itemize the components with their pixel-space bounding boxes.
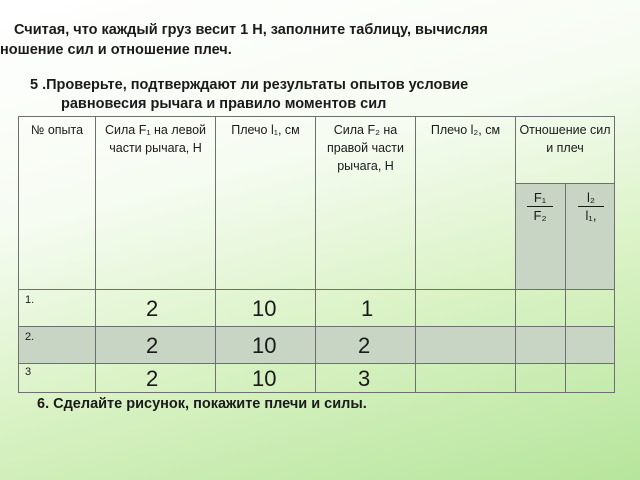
- arm-ratio-numerator: l₂: [587, 190, 595, 205]
- header-arm-left: Плечо l₁, см: [215, 116, 316, 290]
- row3-force-left: 2: [95, 363, 216, 393]
- row3-number: 3: [18, 363, 96, 393]
- task6-line: 6. Сделайте рисунок, покажите плечи и силы.: [37, 396, 367, 412]
- row2-force-left: 2: [95, 326, 216, 364]
- row3-force-ratio: [515, 363, 566, 393]
- header-arm-right: Плечо l₂, см: [415, 116, 516, 290]
- row1-force-left: 2: [95, 289, 216, 327]
- task5-line-1: 5 .Проверьте, подтверждают ли результаты опытов условие: [30, 77, 469, 93]
- header-number: № опыта: [18, 116, 96, 290]
- intro-line-1: Считая, что каждый груз весит 1 Н, заполните таблицу, вычисляя: [14, 22, 488, 38]
- row1-force-right: 1: [315, 289, 416, 327]
- header-ratio: Отношение сил и плеч: [515, 116, 615, 184]
- header-arm-ratio: [565, 183, 615, 290]
- header-force-left: Сила F₁ на левой части рычага, Н: [95, 116, 216, 290]
- row2-number: 2.: [18, 326, 96, 364]
- header-force-ratio: [515, 183, 566, 290]
- row3-arm-left: 10: [215, 363, 316, 393]
- row1-arm-right: [415, 289, 516, 327]
- row1-arm-left: 10: [215, 289, 316, 327]
- row3-force-right: 3: [315, 363, 416, 393]
- row1-number: 1.: [18, 289, 96, 327]
- intro-line-2: ношение сил и отношение плеч.: [0, 42, 232, 58]
- force-ratio-denominator: F₂: [533, 208, 547, 223]
- force-ratio-numerator: F₁: [533, 190, 547, 205]
- row2-arm-ratio: [565, 326, 615, 364]
- row2-arm-left: 10: [215, 326, 316, 364]
- header-force-right: Сила F₂ на правой части рычага, Н: [315, 116, 416, 290]
- row2-force-ratio: [515, 326, 566, 364]
- row2-force-right: 2: [315, 326, 416, 364]
- row3-arm-right: [415, 363, 516, 393]
- row1-arm-ratio: [565, 289, 615, 327]
- row1-force-ratio: [515, 289, 566, 327]
- task5-line-2: равновесия рычага и правило моментов сил: [61, 96, 387, 112]
- row2-arm-right: [415, 326, 516, 364]
- arm-ratio-denominator: l₁,: [585, 208, 597, 223]
- row3-arm-ratio: [565, 363, 615, 393]
